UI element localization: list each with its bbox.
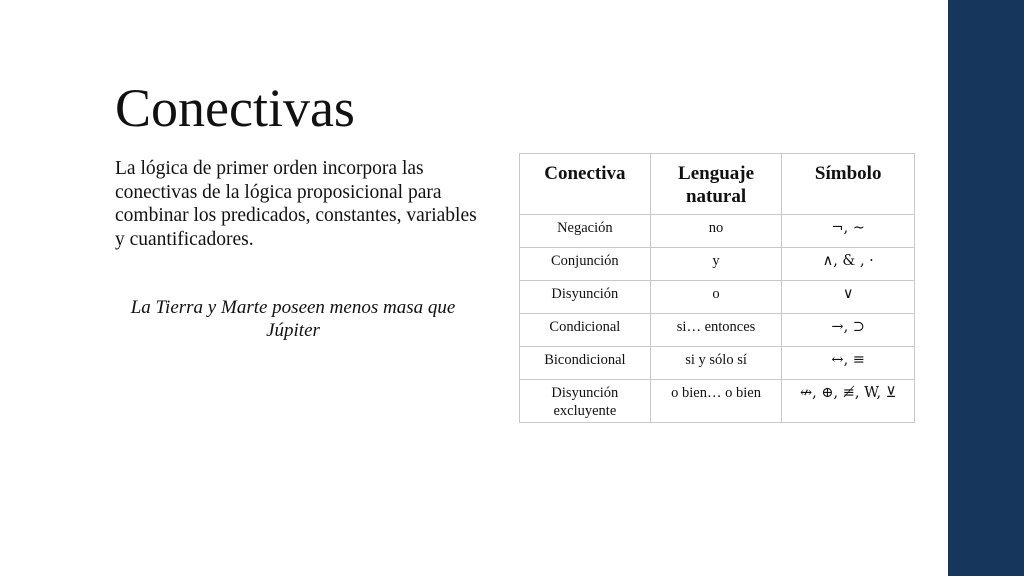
header-simbolo: Símbolo	[782, 154, 915, 215]
table-row	[520, 281, 915, 314]
cell-simbolo: ↔, ≡	[782, 347, 915, 380]
header-conectiva: Conectiva	[520, 154, 651, 215]
table-row	[520, 248, 915, 281]
connectives-table	[519, 153, 915, 423]
side-accent-band	[948, 0, 1024, 576]
cell-simbolo: →, ⊃	[782, 314, 915, 347]
table-header-row	[520, 154, 915, 215]
cell-conectiva: Conjunción	[520, 248, 651, 281]
cell-simbolo: ∧, & , ·	[782, 248, 915, 281]
cell-conectiva: Disyunción	[520, 281, 651, 314]
cell-simbolo: ↮, ⊕, ≢, W, ⊻	[782, 380, 915, 423]
cell-natural: si… entonces	[650, 314, 782, 347]
cell-natural: si y sólo sí	[650, 347, 782, 380]
cell-conectiva: Condicional	[520, 314, 651, 347]
table-row	[520, 314, 915, 347]
cell-natural: o	[650, 281, 782, 314]
cell-simbolo: ¬, ∼	[782, 215, 915, 248]
cell-simbolo: ∨	[782, 281, 915, 314]
table-row	[520, 380, 915, 423]
example-sentence: La Tierra y Marte poseen menos masa que Júpiter	[130, 297, 456, 341]
body-paragraph: La lógica de primer orden incorpora las conectivas de la lógica proposicional para combinar los predicados, constantes, variables y cuantificadores.	[115, 158, 477, 250]
cell-natural: y	[650, 248, 782, 281]
header-lenguaje-natural: Lenguaje natural	[650, 154, 782, 215]
slide-title: Conectivas	[115, 78, 355, 138]
cell-natural: o bien… o bien	[650, 380, 782, 423]
table-row	[520, 215, 915, 248]
table-row	[520, 347, 915, 380]
cell-natural: no	[650, 215, 782, 248]
cell-conectiva: Bicondicional	[520, 347, 651, 380]
cell-conectiva: Disyunción excluyente	[520, 380, 651, 423]
cell-conectiva: Negación	[520, 215, 651, 248]
